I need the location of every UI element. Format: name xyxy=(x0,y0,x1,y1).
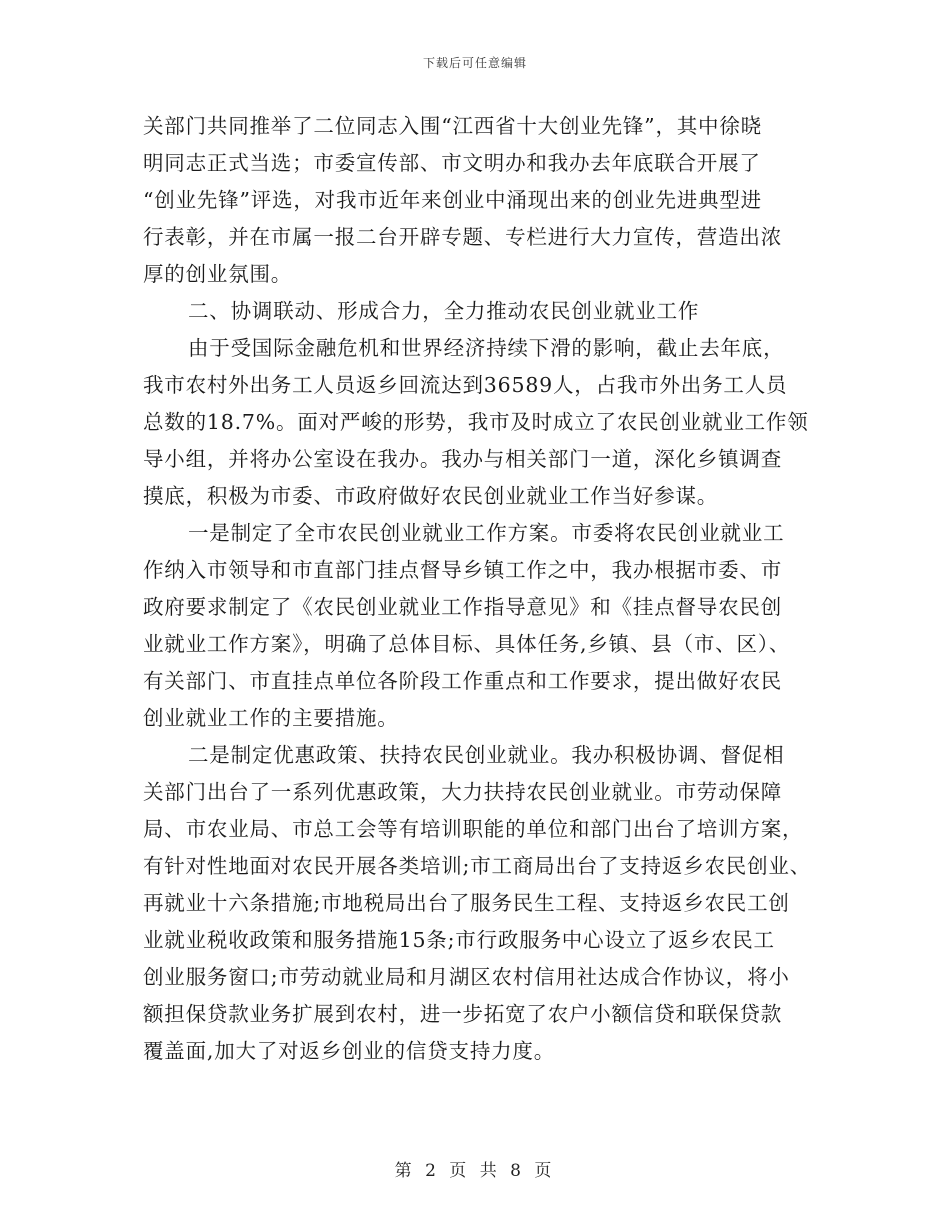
text-line: 厚的创业氛围。 xyxy=(143,262,293,286)
text-line: 额担保贷款业务扩展到农村，进一步拓宽了农户小额信贷和联保贷款 xyxy=(143,1002,782,1026)
text-line: 明同志正式当选；市委宣传部、市文明办和我办去年底联合开展了 xyxy=(143,151,761,175)
text-line: 摸底，积极为市委、市政府做好农民创业就业工作当好参谋。 xyxy=(143,484,719,508)
text-line: 作纳入市领导和市直部门挂点督导乡镇工作之中，我办根据市委、市 xyxy=(143,558,782,582)
text-line: 行表彰，并在市属一报二台开辟专题、专栏进行大力宣传，营造出浓 xyxy=(143,225,782,249)
text-line: 业就业工作方案》，明确了总体目标、具体任务,乡镇、县（市、区）、 xyxy=(143,632,791,656)
section-heading: 二、协调联动、形成合力，全力推动农民创业就业工作 xyxy=(188,299,700,323)
document-body xyxy=(143,108,815,1070)
text-line: 关部门出台了一系列优惠政策，大力扶持农民创业就业。市劳动保障 xyxy=(143,780,782,804)
text-line: “创业先锋”评选，对我市近年来创业中涌现出来的创业先进典型进 xyxy=(143,188,762,212)
page-number: 第 2 页 共 8 页 xyxy=(394,1161,556,1181)
text-line: 一是制定了全市农民创业就业工作方案。市委将农民创业就业工 xyxy=(188,521,785,545)
text-line: 关部门共同推举了二位同志入围“江西省十大创业先锋”，其中徐晓 xyxy=(143,114,762,138)
text-line: 由于受国际金融危机和世界经济持续下滑的影响，截止去年底， xyxy=(188,336,785,360)
text-line: 创业服务窗口;市劳动就业局和月湖区农村信用社达成合作协议，将小 xyxy=(143,965,790,989)
text-line: 创业就业工作的主要措施。 xyxy=(143,706,399,730)
text-line: 有关部门、市直挂点单位各阶段工作重点和工作要求，提出做好农民 xyxy=(143,669,782,693)
text-line: 有针对性地面对农民开展各类培训;市工商局出台了支持返乡农民创业、 xyxy=(143,854,812,878)
text-line: 再就业十六条措施;市地税局出台了服务民生工程、支持返乡农民工创 xyxy=(143,891,790,915)
text-line: 覆盖面,加大了对返乡创业的信贷支持力度。 xyxy=(143,1039,556,1063)
text-line: 业就业税收政策和服务措施15条;市行政服务中心设立了返乡农民工 xyxy=(143,928,775,952)
text-line: 我市农村外出务工人员返乡回流达到36589人，占我市外出务工人员 xyxy=(143,373,788,397)
page-header-note: 下载后可任意编辑 xyxy=(422,56,527,70)
text-line: 二是制定优惠政策、扶持农民创业就业。我办积极协调、督促相 xyxy=(188,743,785,767)
text-line: 局、市农业局、市总工会等有培训职能的单位和部门出台了培训方案， xyxy=(143,817,804,841)
text-line: 政府要求制定了《农民创业就业工作指导意见》和《挂点督导农民创 xyxy=(143,595,782,619)
text-line: 总数的18.7%。面对严峻的形势，我市及时成立了农民创业就业工作领 xyxy=(143,410,809,434)
text-line: 导小组，并将办公室设在我办。我办与相关部门一道，深化乡镇调查 xyxy=(143,447,782,471)
